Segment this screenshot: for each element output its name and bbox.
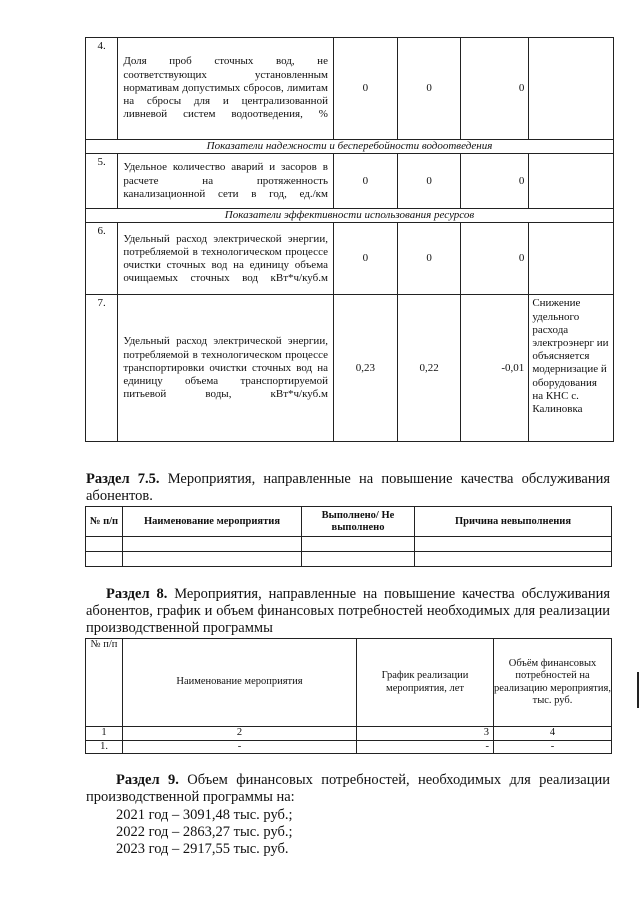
section-title: Мероприятия, направленные на повышение качества обслуживания абонентов. <box>86 471 611 504</box>
section-title: Показатели эффективности использования ресурсов <box>86 209 614 223</box>
table-row <box>86 38 614 140</box>
table-row <box>86 295 614 442</box>
note <box>529 223 614 295</box>
section-row <box>86 140 614 154</box>
table-header-row <box>86 507 612 537</box>
finance-line-2023: 2023 год – 2917,55 тыс. руб. <box>116 841 289 857</box>
section-title: Мероприятия, направленные на повышение качества обслуживания абонентов, график и объем финансовых потребностей необходимых для реализации производственной программы <box>86 586 611 636</box>
data-cell: - <box>357 740 494 754</box>
table-row <box>86 223 614 295</box>
finance-line-2021: 2021 год – 3091,48 тыс. руб.; <box>116 807 293 823</box>
value-1: 0 <box>333 154 397 209</box>
section-8-heading <box>86 586 610 637</box>
program-table <box>85 638 612 754</box>
col-header-name: Наименование мероприятия <box>123 639 357 727</box>
value-2: 0 <box>397 223 461 295</box>
value-3: 0 <box>461 223 529 295</box>
indicator-name: Доля проб сточных вод, не соответствующих установленным нормативам допустимых сбросов, лимитам на сбросы для и централизованной ливневой систем водоотведения, % <box>118 38 334 140</box>
section-title: Объем финансовых потребностей, необходимых для реализации производственной программы на: <box>86 772 610 805</box>
value-3: 0 <box>461 38 529 140</box>
table-row <box>86 552 612 567</box>
section-9-heading <box>86 772 610 806</box>
indicator-name: Удельный расход электрической энергии, потребляемой в технологическом процессе транспортировки очистки сточных вод на единицу объема транспортируемой питьевой воды, кВт*ч/куб.м <box>118 295 334 442</box>
col-header-reason: Причина невыполнения <box>415 507 612 537</box>
section-7-5-heading <box>86 471 610 505</box>
value-1: 0,23 <box>333 295 397 442</box>
value-3: 0 <box>461 154 529 209</box>
table-row <box>86 740 612 754</box>
data-cell: 1. <box>86 740 123 754</box>
col-header-finance: Объём финансовых потребностей на реализацию мероприятия, тыс. руб. <box>494 639 612 727</box>
note: Снижение удельного расхода электроэнерг ии объясняется модернизацие й оборудования на КНС с. Калиновка <box>529 295 614 442</box>
value-1: 0 <box>333 38 397 140</box>
table-header-row <box>86 639 612 727</box>
row-number: 5. <box>86 154 118 209</box>
row-number: 4. <box>86 38 118 140</box>
indicator-name: Удельное количество аварий и засоров в расчете на протяженность канализационной сети в год, ед./км <box>118 154 334 209</box>
col-header-schedule: График реализации мероприятия, лет <box>357 639 494 727</box>
value-2: 0 <box>397 154 461 209</box>
col-header-number: № п/п <box>86 639 123 727</box>
section-number: Раздел 8. <box>106 586 168 602</box>
note <box>529 154 614 209</box>
table-row <box>86 537 612 552</box>
col-header-name: Наименование мероприятия <box>123 507 302 537</box>
index-cell: 4 <box>494 727 612 741</box>
index-cell: 1 <box>86 727 123 741</box>
indicators-table <box>85 37 614 442</box>
section-row <box>86 209 614 223</box>
note <box>529 38 614 140</box>
margin-mark <box>637 672 639 708</box>
value-2: 0,22 <box>397 295 461 442</box>
index-row <box>86 727 612 741</box>
section-number: Раздел 9. <box>116 772 179 788</box>
row-number: 7. <box>86 295 118 442</box>
indicator-name: Удельный расход электрической энергии, потребляемой в технологическом процессе очистки сточных вод на единицу объема очищаемых сточных вод кВт*ч/куб.м <box>118 223 334 295</box>
col-header-status: Выполнено/ Не выполнено <box>302 507 415 537</box>
table-row <box>86 154 614 209</box>
value-2: 0 <box>397 38 461 140</box>
index-cell: 2 <box>123 727 357 741</box>
section-number: Раздел 7.5. <box>86 471 160 487</box>
section-title: Показатели надежности и бесперебойности водоотведения <box>86 140 614 154</box>
index-cell: 3 <box>357 727 494 741</box>
data-cell: - <box>123 740 357 754</box>
data-cell: - <box>494 740 612 754</box>
finance-line-2022: 2022 год – 2863,27 тыс. руб.; <box>116 824 293 840</box>
value-1: 0 <box>333 223 397 295</box>
row-number: 6. <box>86 223 118 295</box>
events-table <box>85 506 612 567</box>
col-header-number: № п/п <box>86 507 123 537</box>
value-3: -0,01 <box>461 295 529 442</box>
